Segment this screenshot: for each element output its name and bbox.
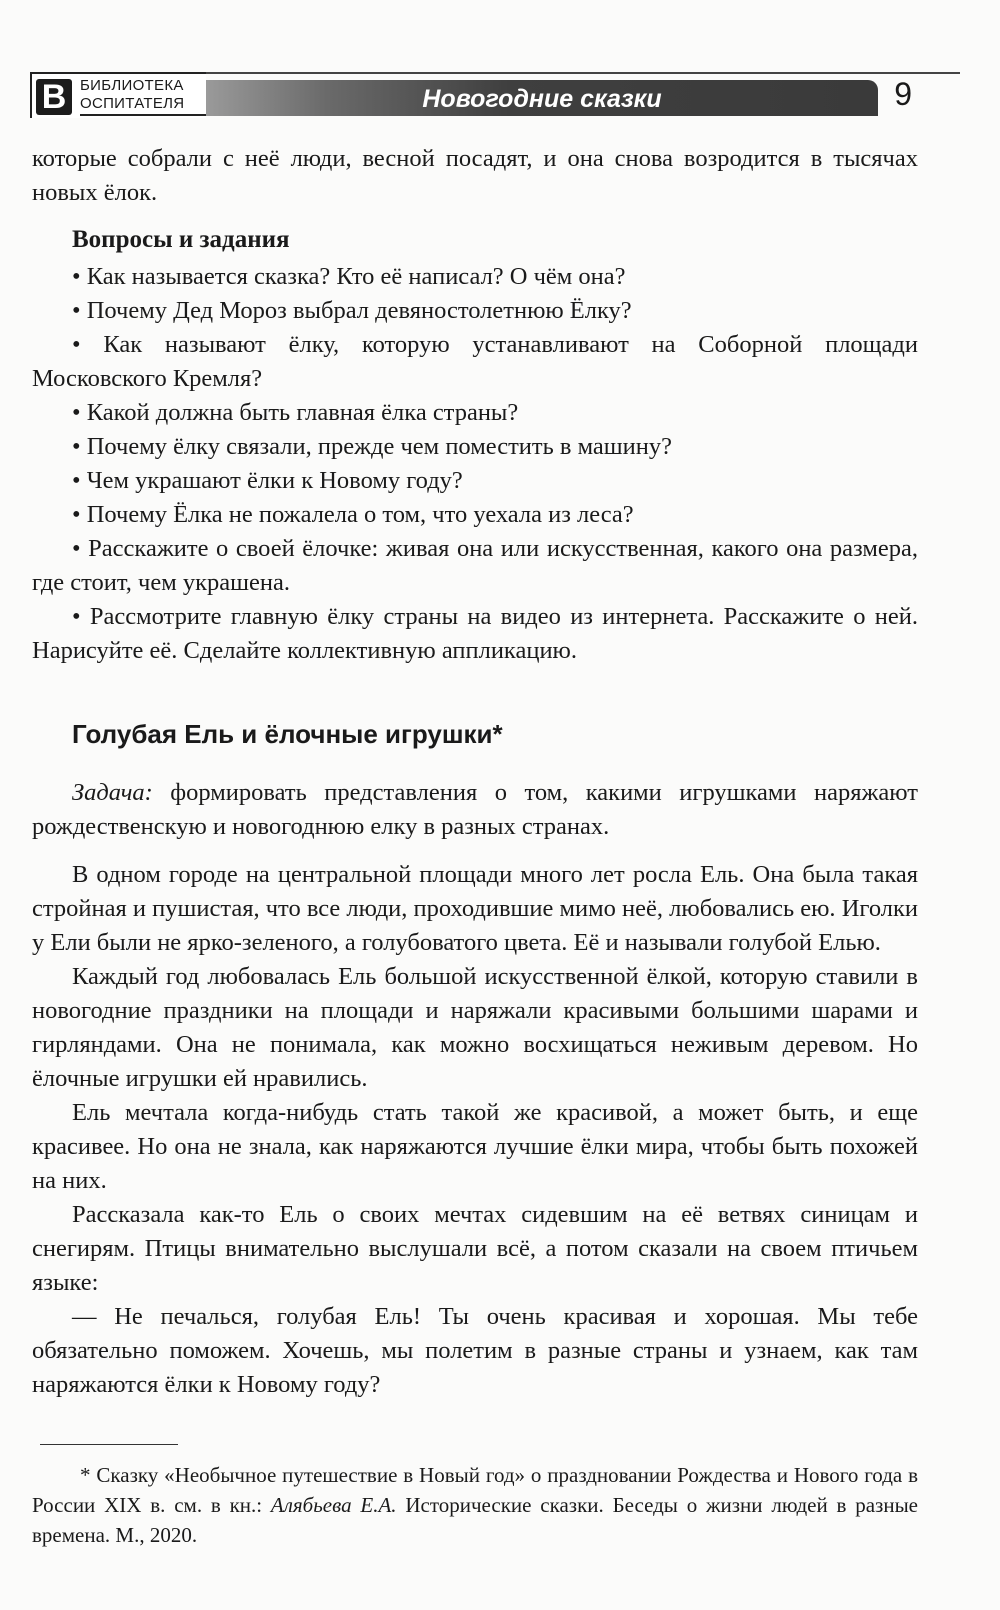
footnote bbox=[32, 1460, 918, 1550]
questions-heading: Вопросы и задания bbox=[72, 226, 290, 253]
story-paragraph: Ель мечтала когда-нибудь стать такой же красивой, а может быть, и еще красивее. Но она не знала, как наряжаются лучшие ёлки мира, чтобы быть похожей на них. bbox=[32, 1099, 918, 1194]
story-paragraph: Рассказала как-то Ель о своих мечтах сидевшим на её ветвях синицам и снегирям. Птицы внимательно выслушали всё, а потом сказали на своем птичьем языке: bbox=[32, 1201, 918, 1296]
question-item: • Как называют ёлку, которую устанавливают на Соборной площади Московского Кремля? bbox=[32, 331, 918, 392]
intro-paragraph: которые собрали с неё люди, весной посадят, и она снова возродится в тысячах новых ёлок. bbox=[32, 145, 918, 206]
question-item: • Чем украшают ёлки к Новому году? bbox=[72, 467, 463, 494]
running-title: Новогодние сказки bbox=[422, 85, 662, 113]
question-item: • Рассмотрите главную ёлку страны на видео из интернета. Расскажите о ней. Нарисуйте её. Сделайте коллективную аппликацию. bbox=[32, 603, 918, 664]
logo-line-2: ОСПИТАТЕЛЯ bbox=[80, 95, 185, 112]
logo-line-1: БИБЛИОТЕКА bbox=[80, 77, 184, 94]
series-logo bbox=[30, 72, 206, 118]
question-item: • Почему Дед Мороз выбрал девяностолетнюю Ёлку? bbox=[72, 297, 632, 324]
footnote-text-2: Исторические сказки. Беседы о жизни людей в разные времена. М., 2020. bbox=[32, 1493, 918, 1547]
story-paragraph: Каждый год любовалась Ель большой искусственной ёлкой, которую ставили в новогодние праздники на площади и наряжали красивыми большими шарами и гирляндами. Она не понимала, как можно восхищаться неживым деревом. Но ёлочные игрушки ей нравились. bbox=[32, 963, 918, 1092]
page-content bbox=[32, 142, 918, 1402]
task-text: формировать представления о том, какими игрушками наряжают рождественскую и новогоднюю елку в разных странах. bbox=[32, 779, 918, 840]
question-item: • Почему ёлку связали, прежде чем поместить в машину? bbox=[72, 433, 673, 460]
question-item: • Расскажите о своей ёлочке: живая она или искусственная, какого она размера, где стоит, чем украшена. bbox=[32, 535, 918, 596]
logo-underline bbox=[80, 114, 206, 116]
question-item: • Какой должна быть главная ёлка страны? bbox=[72, 399, 519, 426]
footnote-author: Алябьева Е.А. bbox=[270, 1493, 397, 1517]
story-paragraph: — Не печалься, голубая Ель! Ты очень красивая и хорошая. Мы тебе обязательно поможем. Хочешь, мы полетим в разные страны и узнаем, как там наряжаются ёлки к Новому году? bbox=[32, 1303, 918, 1398]
running-title-bar bbox=[206, 80, 878, 116]
story-title: Голубая Ель и ёлочные игрушки* bbox=[72, 719, 503, 749]
page-header bbox=[30, 72, 960, 120]
question-item: • Как называется сказка? Кто её написал? О чём она? bbox=[72, 263, 626, 290]
task-paragraph bbox=[32, 776, 918, 844]
header-rule bbox=[206, 72, 960, 74]
page-number: 9 bbox=[894, 76, 912, 112]
task-label: Задача: bbox=[72, 779, 153, 806]
questions-list bbox=[32, 260, 918, 668]
footnote-text-1: * Сказку «Необычное путешествие в Новый год» о праздновании Рождества и Нового года в России XIX в. см. в кн.: bbox=[32, 1463, 918, 1517]
question-item: • Почему Ёлка не пожалела о том, что уехала из леса? bbox=[72, 501, 634, 528]
story-paragraph: В одном городе на центральной площади много лет росла Ель. Она была такая стройная и пушистая, что все люди, проходившие мимо неё, любовались ею. Иголки у Ели были не ярко-зеленого, а голубоватого цвета. Её и называли голубой Елью. bbox=[32, 861, 918, 956]
footnote-rule bbox=[40, 1444, 178, 1445]
logo-letter: В bbox=[36, 79, 72, 115]
